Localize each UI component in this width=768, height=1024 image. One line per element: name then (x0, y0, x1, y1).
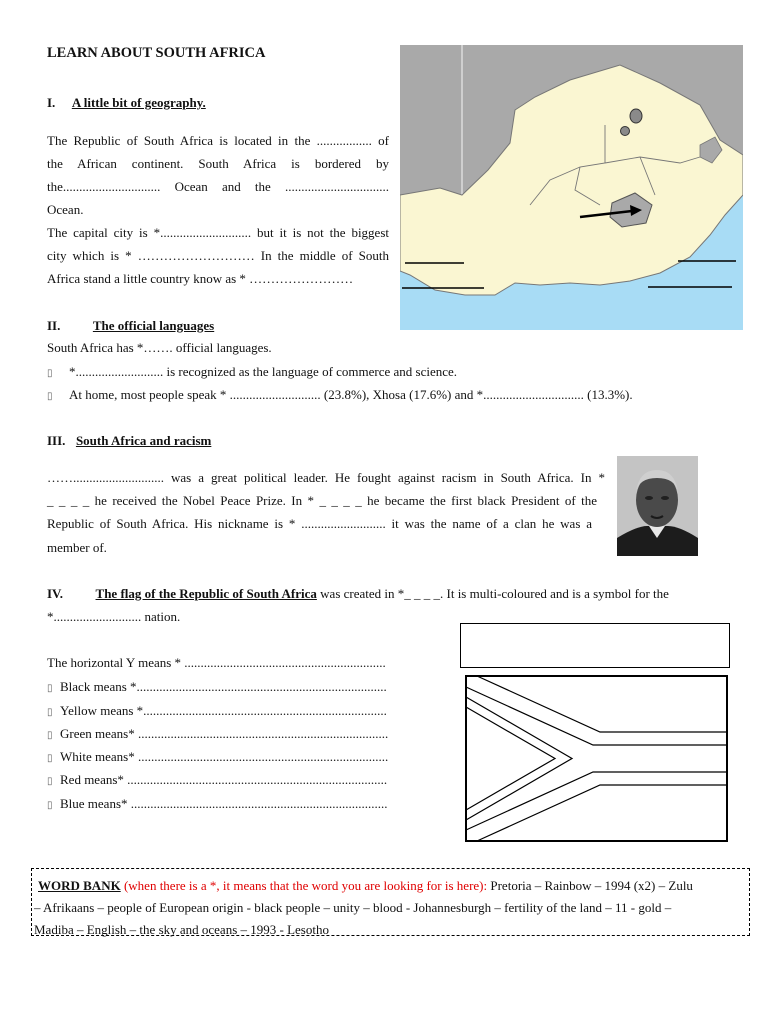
horizontal-y-line: The horizontal Y means * .............................................................. (47, 655, 386, 670)
racism-line-1: ……............................ was a great political leader. He fought against racism in South Africa. In * (47, 470, 605, 485)
section-4-title: The flag of the Republic of South Africa (95, 586, 317, 601)
checkbox-bullet-icon: ▯ (47, 730, 53, 741)
flag-outline (465, 675, 728, 842)
word-bank-line-3: Madiba – English – the sky and oceans – 1993 - Lesotho (34, 922, 329, 937)
section-1-title: A little bit of geography. (71, 95, 206, 110)
section-1-heading (47, 95, 206, 111)
geo-line-5: The capital city is *............................ but it is not the biggest (47, 225, 389, 240)
green-means-line (47, 726, 388, 744)
white-means-line (47, 749, 388, 767)
yellow-means-line (47, 703, 387, 721)
red-means-line (47, 772, 387, 790)
geo-line-6: city which is * ……………………… In the middle of South (47, 248, 389, 263)
checkbox-bullet-icon: ▯ (47, 368, 53, 379)
racism-line-4: member of. (47, 540, 107, 555)
green-means-text: Green means* ............................................................................. (60, 726, 389, 741)
black-means-text: Black means *............................................................................. (60, 679, 387, 694)
checkbox-bullet-icon: ▯ (47, 800, 53, 811)
language-bullet-2-text: At home, most people speak * ............................ (23.8%), Xhosa (17.6%) and *............................... (13.3%). (69, 387, 633, 402)
section-4-line-1 (47, 586, 669, 602)
south-africa-map (400, 45, 743, 330)
racism-line-3: Republic of South Africa. His nickname is * .......................... it was the name of a clan he was a (47, 516, 592, 531)
word-bank-note: (when there is a *, it means that the word you are looking for is here): (120, 878, 488, 893)
word-bank-line-2: – Afrikaans – people of European origin - black people – unity – blood - Johannesburgh – fertility of the land – 11 - gold – (34, 900, 672, 915)
checkbox-bullet-icon: ▯ (47, 683, 53, 694)
black-means-line (47, 679, 387, 697)
geo-line-3: the.............................. Ocean and the ................................ (47, 179, 389, 194)
word-bank (31, 868, 750, 936)
languages-intro: South Africa has *……. official languages. (47, 340, 272, 355)
page-title: LEARN ABOUT SOUTH AFRICA (47, 45, 266, 61)
blue-means-text: Blue means* ............................................................................... (60, 796, 388, 811)
yellow-means-text: Yellow means *........................................................................... (60, 703, 387, 718)
answer-box[interactable] (460, 623, 730, 668)
section-3-title: South Africa and racism (75, 433, 212, 448)
blue-means-line (47, 796, 388, 814)
language-bullet-1-text: *........................... is recognized as the language of commerce and science. (69, 364, 458, 379)
geo-line-4: Ocean. (47, 202, 84, 217)
section-3-number: III. (47, 433, 66, 448)
geo-line-7: Africa stand a little country know as * …………………… (47, 271, 354, 286)
checkbox-bullet-icon: ▯ (47, 776, 53, 787)
checkbox-bullet-icon: ▯ (47, 753, 53, 764)
section-4-line-2: *........................... nation. (47, 609, 181, 624)
word-bank-line-1-rest: Pretoria – Rainbow – 1994 (x2) – Zulu (487, 878, 693, 893)
section-2-heading (47, 318, 214, 334)
racism-line-2: _ _ _ _ he received the Nobel Peace Prize. In * _ _ _ _ he became the first black President of the (47, 493, 597, 508)
section-2-number: II. (47, 318, 61, 333)
language-bullet-2 (47, 387, 633, 405)
section-4-line-1-rest: was created in *_ _ _ _. It is multi-coloured and is a symbol for the (316, 586, 669, 601)
section-2-title: The official languages (92, 318, 215, 333)
checkbox-bullet-icon: ▯ (47, 391, 53, 402)
section-4-number: IV. (47, 586, 64, 601)
section-1-number: I. (47, 95, 56, 110)
checkbox-bullet-icon: ▯ (47, 707, 53, 718)
white-means-text: White means* ............................................................................. (60, 749, 389, 764)
geo-line-2: the African continent. South Africa is bordered by (47, 156, 389, 171)
word-bank-line-1 (38, 875, 749, 897)
geo-line-1: The Republic of South Africa is located in the ................. of (47, 133, 389, 148)
section-3-heading (47, 433, 211, 449)
language-bullet-1 (47, 364, 457, 382)
portrait-image (617, 456, 698, 556)
red-means-text: Red means* ................................................................................ (60, 772, 388, 787)
word-bank-label: WORD BANK (38, 878, 121, 893)
